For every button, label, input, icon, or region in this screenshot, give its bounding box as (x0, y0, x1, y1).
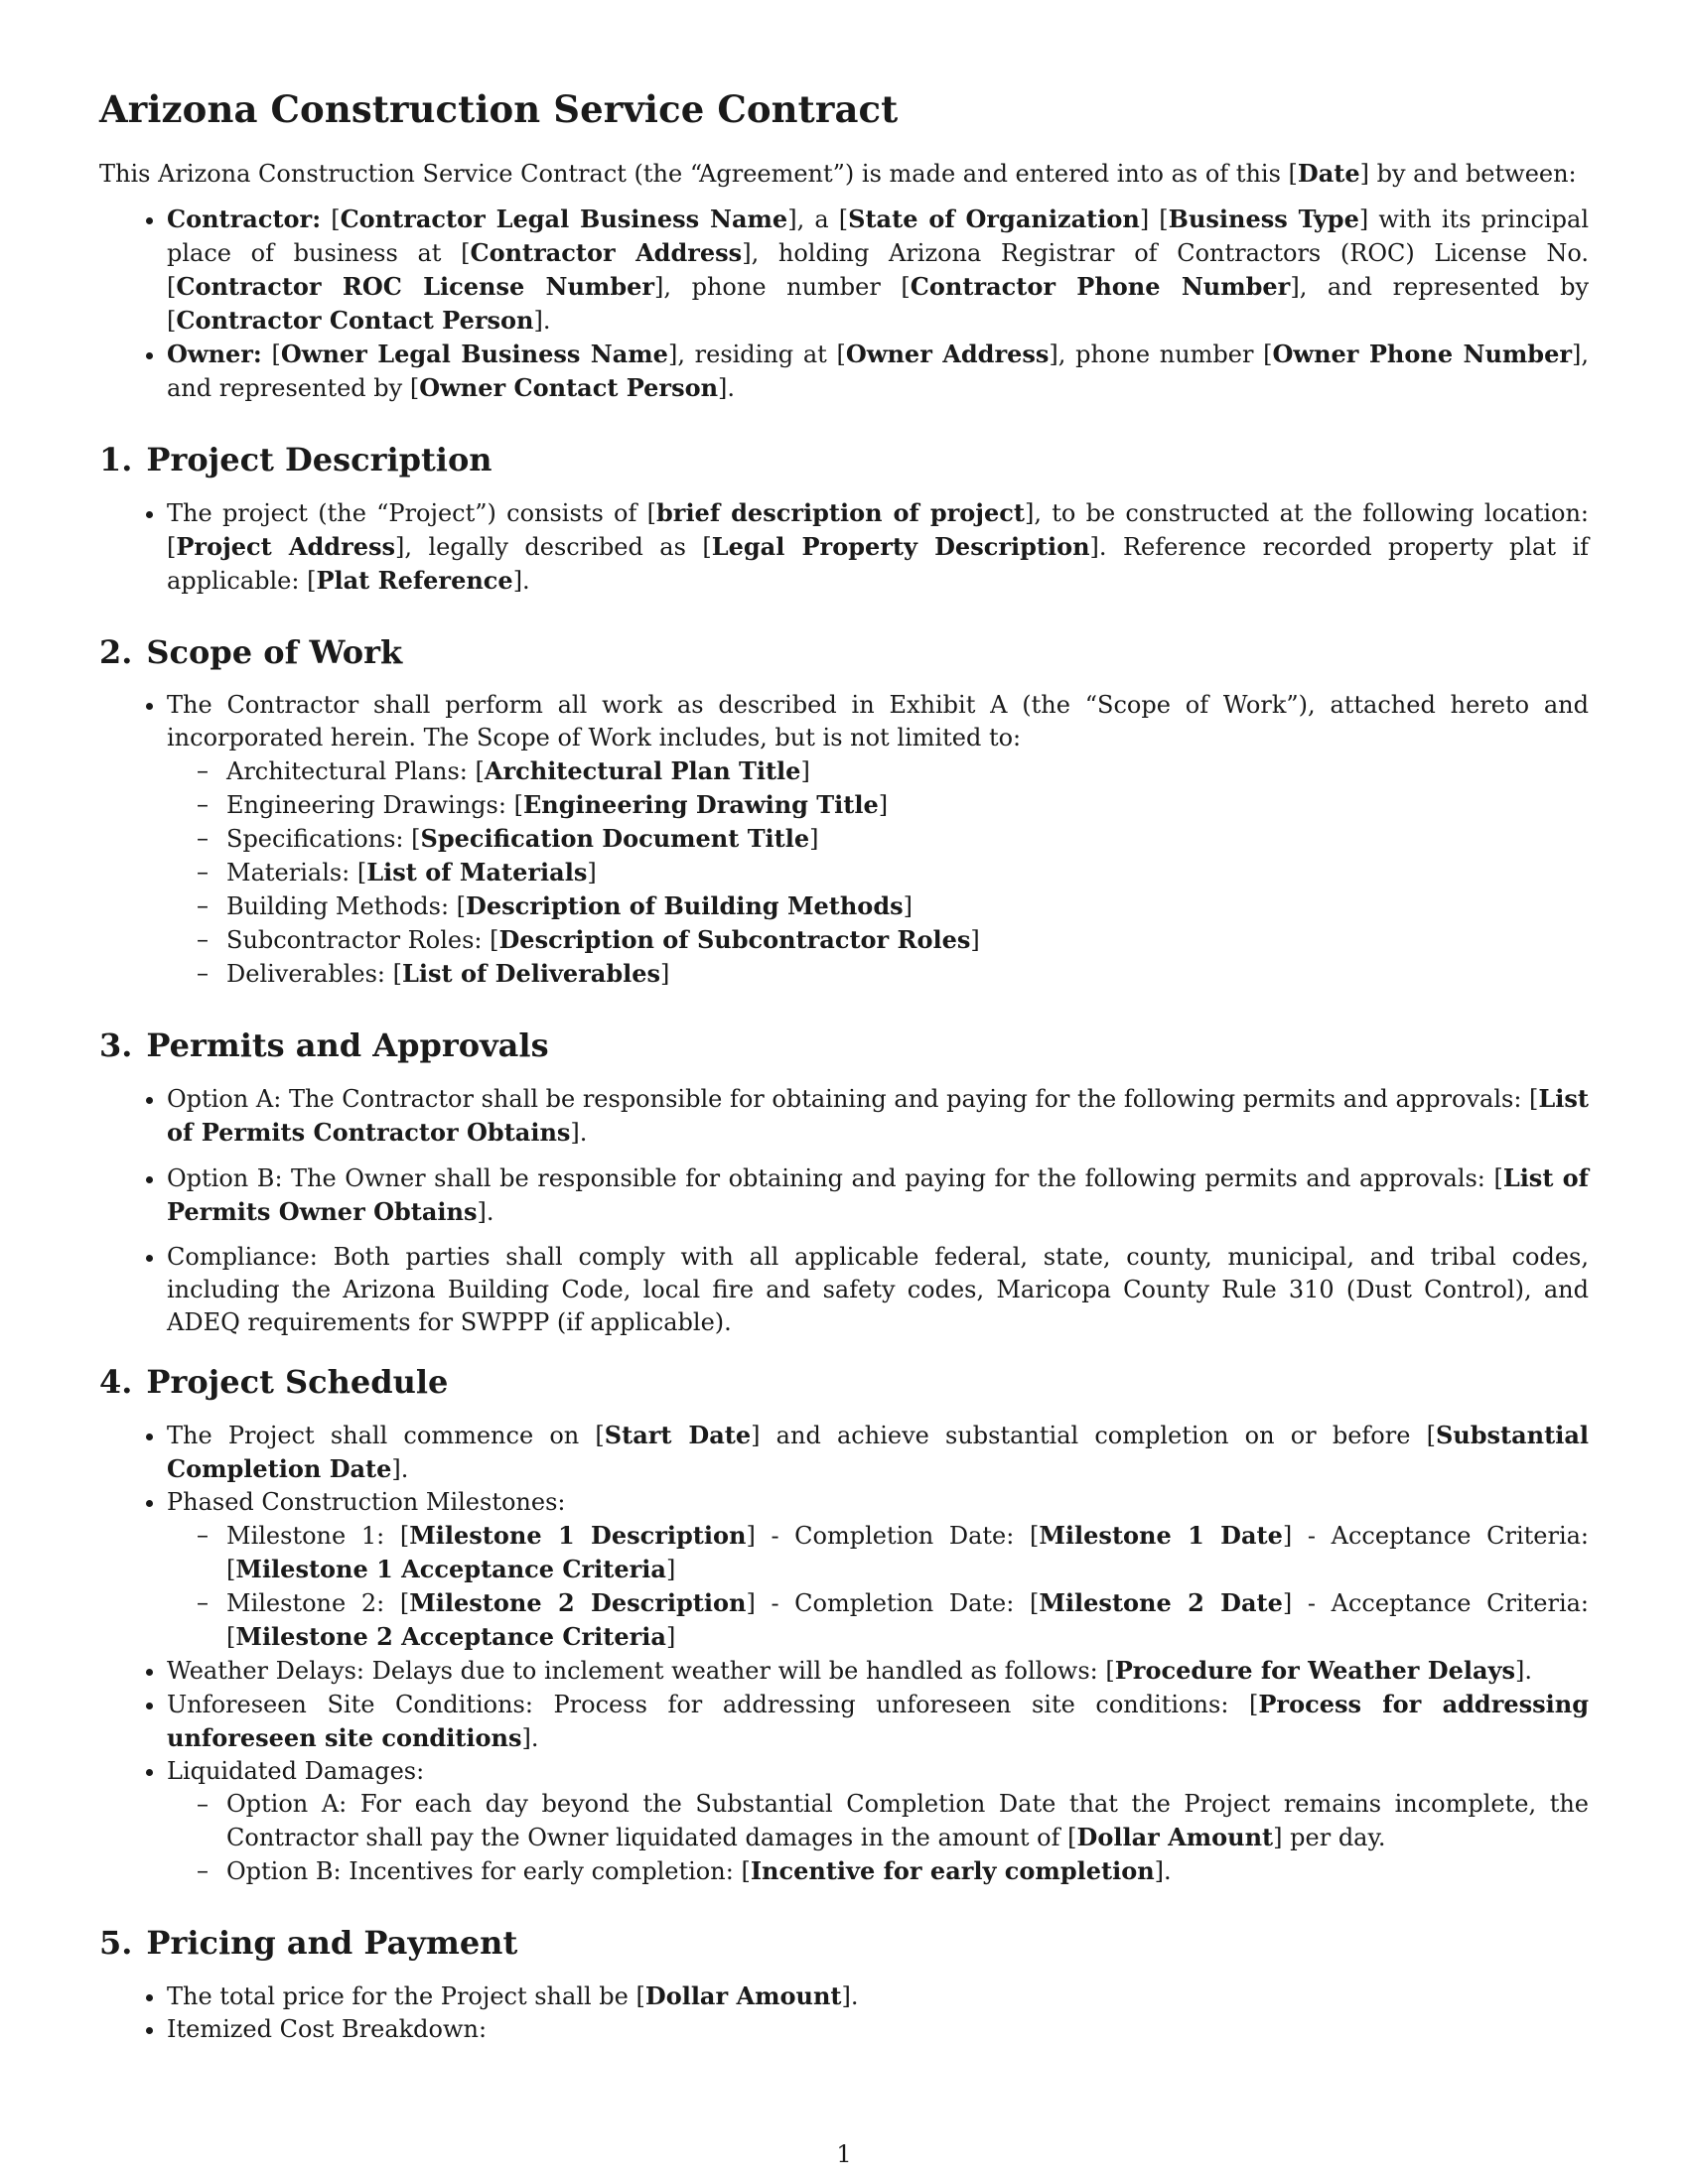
parties-list (99, 203, 1589, 405)
list-item: – Milestone 2: [Milestone 2 Description] - Completion Date: [Milestone 2 Date] - Acceptance Criteria: [Milestone 2 Acceptance Criteria] (197, 1586, 1589, 1654)
document-title: Arizona Construction Service Contract (99, 87, 899, 131)
scope-intro-item: • The Contractor shall perform all work as described in Exhibit A (the “Scope of Work”), attached hereto and incorporated herein. The Scope of Work includes, but is not limited to: – Architectural Plans: [Architectural Plan Title] – Engineering Drawings: [Engineering Drawing Title] – Specifications: [Specification Document Title] – Materials: [List of Materials] – Building Methods: [Description of Building Methods] – Subcontractor Roles: [Description of Subcontractor Roles] – Deliverables: [List of Deliverables] (167, 689, 1589, 991)
milestones-item: • Phased Construction Milestones: – Milestone 1: [Milestone 1 Description] - Completion Date: [Milestone 1 Date] - Acceptance Criteria: [Milestone 1 Acceptance Criteria] – Milestone 2: [Milestone 2 Description] - Completion Date: [Milestone 2 Date] - Acceptance Criteria: [Milestone 2 Acceptance Criteria] (167, 1486, 1589, 1654)
list-item: – Option A: For each day beyond the Substantial Completion Date that the Project remains incomplete, the Contractor shall pay the Owner liquidated damages in the amount of [Dollar Amount] per day. (197, 1788, 1589, 1854)
section-pricing (99, 1924, 1589, 2046)
total-price-item: • The total price for the Project shall be [Dollar Amount]. (167, 1979, 1589, 2013)
schedule-dates: • The Project shall commence on [Start Date] and achieve substantial completion on or before [Substantial Completion Date]. (167, 1419, 1589, 1486)
list-item: – Building Methods: [Description of Building Methods] (197, 889, 1589, 923)
section-schedule (99, 1363, 1589, 1888)
intro-paragraph: This Arizona Construction Service Contract (the “Agreement”) is made and entered into as of this [Date] by and between: (99, 159, 1577, 188)
site-conditions-item: • Unforeseen Site Conditions: Process for addressing unforeseen site conditions: [Process for addressing unforeseen site conditions]. (167, 1688, 1589, 1755)
scope-items-list (167, 754, 1589, 991)
section-project-description (99, 441, 1589, 598)
section-heading: 5. Pricing and Payment (99, 1924, 518, 1962)
contractor-party: • Contractor: [Contractor Legal Business Name], a [State of Organization] [Business Type] with its principal place of business at [Contractor Address], holding Arizona Registrar of Contractors (ROC) License No. [Contractor ROC License Number], phone number [Contractor Phone Number], and represented by [Contractor Contact Person]. (167, 203, 1589, 338)
list-item: – Materials: [List of Materials] (197, 856, 1589, 889)
permits-compliance: • Compliance: Both parties shall comply with all applicable federal, state, county, municipal, and tribal codes, including the Arizona Building Code, local fire and safety codes, Maricopa County Rule 310 (Dust Control), and ADEQ requirements for SWPPP (if applicable). (167, 1241, 1589, 1339)
liquidated-damages-item: • Liquidated Damages: – Option A: For each day beyond the Substantial Completion Date that the Project remains incomplete, the Contractor shall pay the Owner liquidated damages in the amount of [Dollar Amount] per day. – Option B: Incentives for early completion: [Incentive for early completion]. (167, 1755, 1589, 1888)
itemized-cost-item: • Itemized Cost Breakdown: (167, 2013, 1589, 2046)
permits-option-a: • Option A: The Contractor shall be responsible for obtaining and paying for the following permits and approvals: [List of Permits Contractor Obtains]. (167, 1082, 1589, 1150)
list-item: – Option B: Incentives for early completion: [Incentive for early completion]. (197, 1854, 1589, 1888)
section-scope-of-work (99, 633, 1589, 991)
section-heading: 3. Permits and Approvals (99, 1026, 549, 1064)
section-permits (99, 1026, 1589, 1339)
list-item: – Milestone 1: [Milestone 1 Description] - Completion Date: [Milestone 1 Date] - Acceptance Criteria: [Milestone 1 Acceptance Criteria] (197, 1519, 1589, 1586)
permits-option-b: • Option B: The Owner shall be responsible for obtaining and paying for the following permits and approvals: [List of Permits Owner Obtains]. (167, 1161, 1589, 1229)
list-item: – Specifications: [Specification Document Title] (197, 822, 1589, 856)
list-item: – Architectural Plans: [Architectural Plan Title] (197, 754, 1589, 788)
weather-delays-item: • Weather Delays: Delays due to inclement weather will be handled as follows: [Procedure for Weather Delays]. (167, 1654, 1589, 1688)
list-item: – Deliverables: [List of Deliverables] (197, 957, 1589, 991)
owner-party: • Owner: [Owner Legal Business Name], residing at [Owner Address], phone number [Owner Phone Number], and represented by [Owner Contact Person]. (167, 338, 1589, 405)
date-placeholder: Date (1297, 159, 1360, 188)
section-heading: 2. Scope of Work (99, 633, 403, 671)
list-item: – Engineering Drawings: [Engineering Drawing Title] (197, 788, 1589, 822)
section-heading: 4. Project Schedule (99, 1363, 449, 1401)
section-heading: 1. Project Description (99, 441, 492, 478)
list-item: – Subcontractor Roles: [Description of Subcontractor Roles] (197, 923, 1589, 957)
project-description-item: • The project (the “Project”) consists of [brief description of project], to be constructed at the following location: [Project Address], legally described as [Legal Property Description]. Reference recorded property plat if applicable: [Plat Reference]. (167, 496, 1589, 598)
page-number: 1 (836, 2140, 852, 2168)
